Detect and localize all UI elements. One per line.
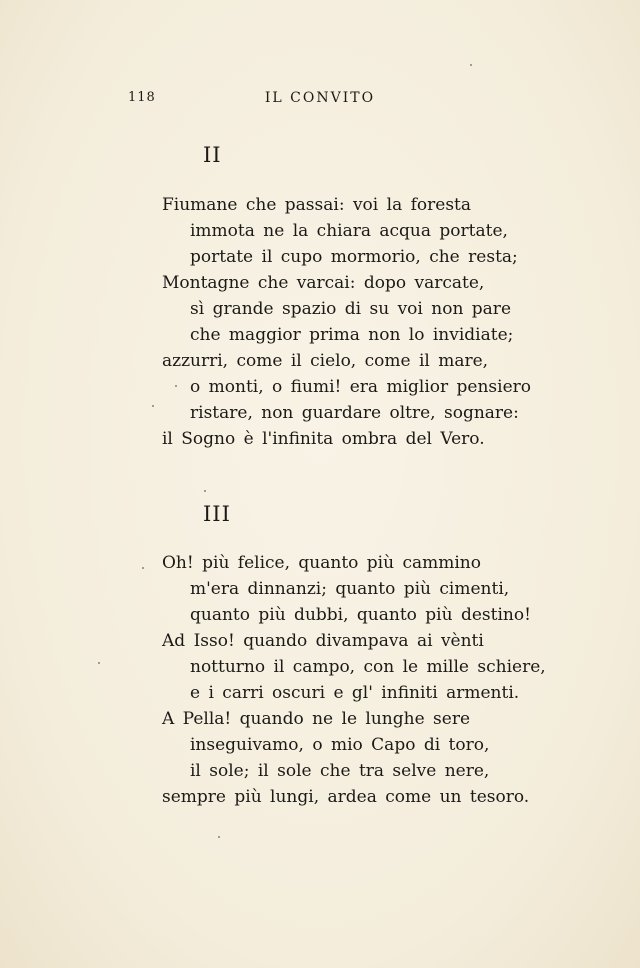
verse-line: il sole; il sole che tra selve nere, — [190, 761, 490, 781]
running-title: IL CONVITO — [264, 90, 376, 106]
verse-line: quanto più dubbi, quanto più destino! — [190, 605, 531, 625]
paper-speck — [142, 567, 144, 569]
paper-speck — [98, 662, 100, 664]
verse-line: o monti, o fiumi! era miglior pensiero — [190, 377, 532, 397]
paper-speck — [218, 836, 220, 838]
verse-line: portate il cupo mormorio, che resta; — [190, 247, 518, 267]
verse-line: azzurri, come il cielo, come il mare, — [162, 351, 489, 371]
verse-line: immota ne la chiara acqua portate, — [190, 221, 508, 241]
verse-line: Montagne che varcai: dopo varcate, — [162, 273, 485, 293]
verse-line: il Sogno è l'infinita ombra del Vero. — [162, 429, 485, 449]
section-numeral-ii: II — [203, 143, 222, 167]
section-numeral-iii: III — [203, 502, 231, 526]
verse-line: Ad Isso! quando divampava ai vènti — [162, 631, 484, 651]
verse-line: ristare, non guardare oltre, sognare: — [190, 403, 519, 423]
verse-line: A Pella! quando ne le lunghe sere — [162, 709, 471, 729]
paper-speck — [204, 490, 206, 492]
paper-speck — [175, 385, 177, 387]
verse-line: Oh! più felice, quanto più cammino — [162, 553, 481, 573]
page-number: 118 — [128, 90, 156, 105]
verse-line: sì grande spazio di su voi non pare — [190, 299, 511, 319]
verse-line: m'era dinnanzi; quanto più cimenti, — [190, 579, 510, 599]
verse-line: notturno il campo, con le mille schiere, — [190, 657, 546, 677]
paper-speck — [152, 405, 154, 407]
verse-line: e i carri oscuri e gl' infiniti armenti. — [190, 683, 520, 703]
paper-speck — [470, 64, 472, 66]
verse-line: inseguivamo, o mio Capo di toro, — [190, 735, 490, 755]
verse-line: che maggior prima non lo invidiate; — [190, 325, 514, 345]
verse-line: sempre più lungi, ardea come un tesoro. — [162, 787, 530, 807]
verse-line: Fiumane che passai: voi la foresta — [162, 195, 472, 215]
